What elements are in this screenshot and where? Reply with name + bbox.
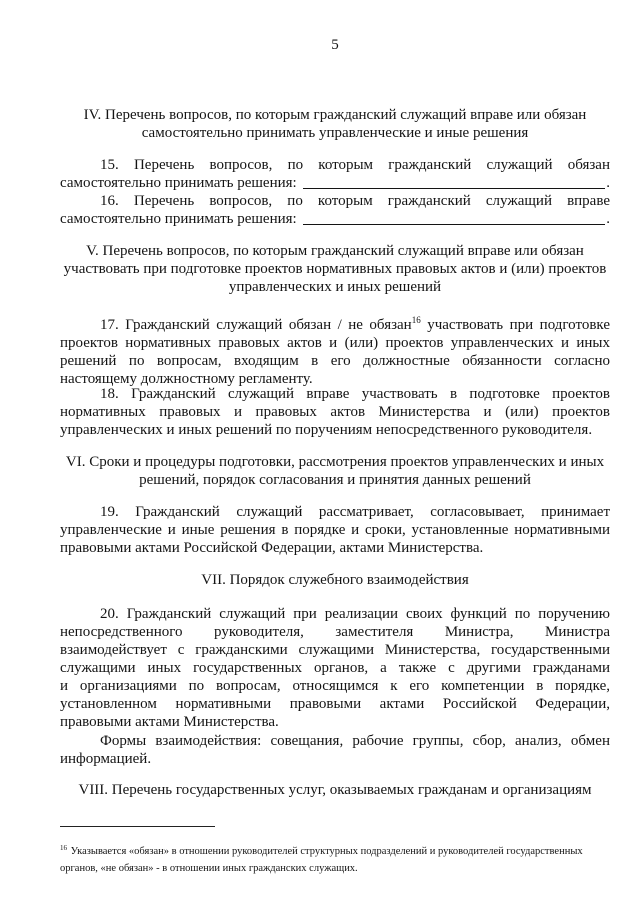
section-iv-heading (40, 106, 630, 142)
item-17-line: настоящему должностному регламенту. (60, 371, 313, 387)
item-15-line: 15. Перечень вопросов, по которым гражданский служащий обязан (100, 157, 610, 173)
item-18-line: управленческих и иных решений по поручениям непосредственного руководителя. (60, 422, 593, 438)
item-17-line (60, 316, 610, 334)
item-17-line: решений по вопросам, входящим в его должностные обязанности согласно (60, 353, 610, 369)
footnote-text: Указывается «обязан» в отношении руководителей структурных подразделений и руководителей государственных (70, 846, 583, 857)
section-vi-heading-line: VI. Сроки и процедуры подготовки, рассмотрения проектов управленческих и иных (65, 454, 605, 470)
item-16-answer-line (60, 210, 610, 228)
item-20-line: взаимодействует с гражданскими служащими Министерства, государственными (60, 642, 610, 658)
item-17 (60, 316, 610, 388)
page-number: 5 (331, 37, 339, 53)
item-17-line-text: 17. Гражданский служащий обязан / не обязан (100, 317, 412, 333)
section-v-heading-line: V. Перечень вопросов, по которым гражданский служащий вправе или обязан (86, 243, 584, 259)
item-16-answer-label: самостоятельно принимать решения: (60, 211, 297, 227)
section-viii-heading-line: VIII. Перечень государственных услуг, оказываемых гражданам и организациям (78, 782, 592, 798)
section-v-heading-line: участвовать при подготовке проектов нормативных правовых актов и (или) проектов (63, 261, 607, 277)
interaction-forms-paragraph (60, 732, 610, 768)
section-vii-heading (40, 571, 630, 589)
section-vii-heading-line: VII. Порядок служебного взаимодействия (201, 572, 469, 588)
section-viii-heading (40, 781, 630, 799)
section-iv-heading-line: IV. Перечень вопросов, по которым гражданский служащий вправе или обязан (83, 107, 587, 123)
item-19-line: правовыми актами Российской Федерации, актами Министерства. (60, 540, 484, 556)
section-vi-heading (40, 453, 630, 489)
item-15-answer-line (60, 174, 610, 192)
footnote-line: органов, «не обязан» - в отношении иных гражданских служащих. (60, 863, 358, 874)
item-15-answer-blank (303, 174, 606, 189)
item-18-line: 18. Гражданский служащий вправе участвовать в подготовке проектов (100, 386, 610, 402)
item-20-line: служащими иных государственных органов, а также с другими гражданами (60, 660, 610, 676)
item-16-answer-blank (303, 210, 606, 225)
footnote-line (60, 843, 620, 860)
footnote (60, 843, 620, 877)
item-16 (60, 192, 610, 228)
footnote-reference: 16 (411, 315, 421, 325)
interaction-forms-line: Формы взаимодействия: совещания, рабочие группы, сбор, анализ, обмен (100, 733, 610, 749)
section-v-heading-line: управленческих и иных решений (228, 279, 442, 295)
item-20-line: установленном нормативными правовыми актами Российской Федерации, (60, 696, 610, 712)
item-20 (60, 605, 610, 731)
section-vi-heading-line: решений, порядок согласования и принятия данных решений (139, 472, 531, 488)
item-15-answer-end: . (606, 175, 610, 191)
item-16-line: 16. Перечень вопросов, по которым гражданский служащий вправе (100, 193, 610, 209)
footnote-number: 16 (60, 844, 67, 852)
item-15 (60, 156, 610, 192)
footnote-divider (60, 826, 215, 827)
item-20-line: и организациями по вопросам, относящимся к его компетенции в порядке, (60, 678, 610, 694)
item-17-line: проектов нормативных правовых актов и (или) проектов управленческих и иных (60, 335, 610, 351)
section-iv-heading-line: самостоятельно принимать управленческие и иные решения (141, 125, 529, 141)
item-18-line: нормативных правовых и правовых актов Министерства и (или) проектов (60, 404, 610, 420)
item-15-answer-label: самостоятельно принимать решения: (60, 175, 297, 191)
item-17-line-text: участвовать при подготовке (427, 317, 610, 333)
item-20-line: правовыми актами Министерства. (60, 714, 279, 730)
item-19-line: управленческие и иные решения в порядке и сроки, установленные нормативными (60, 522, 610, 538)
item-19 (60, 503, 610, 557)
item-20-line: непосредственного руководителя, заместителя Министра, Министра (60, 624, 610, 640)
item-19-line: 19. Гражданский служащий рассматривает, согласовывает, принимает (100, 504, 610, 520)
item-16-answer-end: . (606, 211, 610, 227)
interaction-forms-line: информацией. (60, 751, 152, 767)
section-v-heading (40, 242, 630, 296)
item-18 (60, 385, 610, 439)
item-20-line: 20. Гражданский служащий при реализации своих функций по поручению (100, 606, 610, 622)
